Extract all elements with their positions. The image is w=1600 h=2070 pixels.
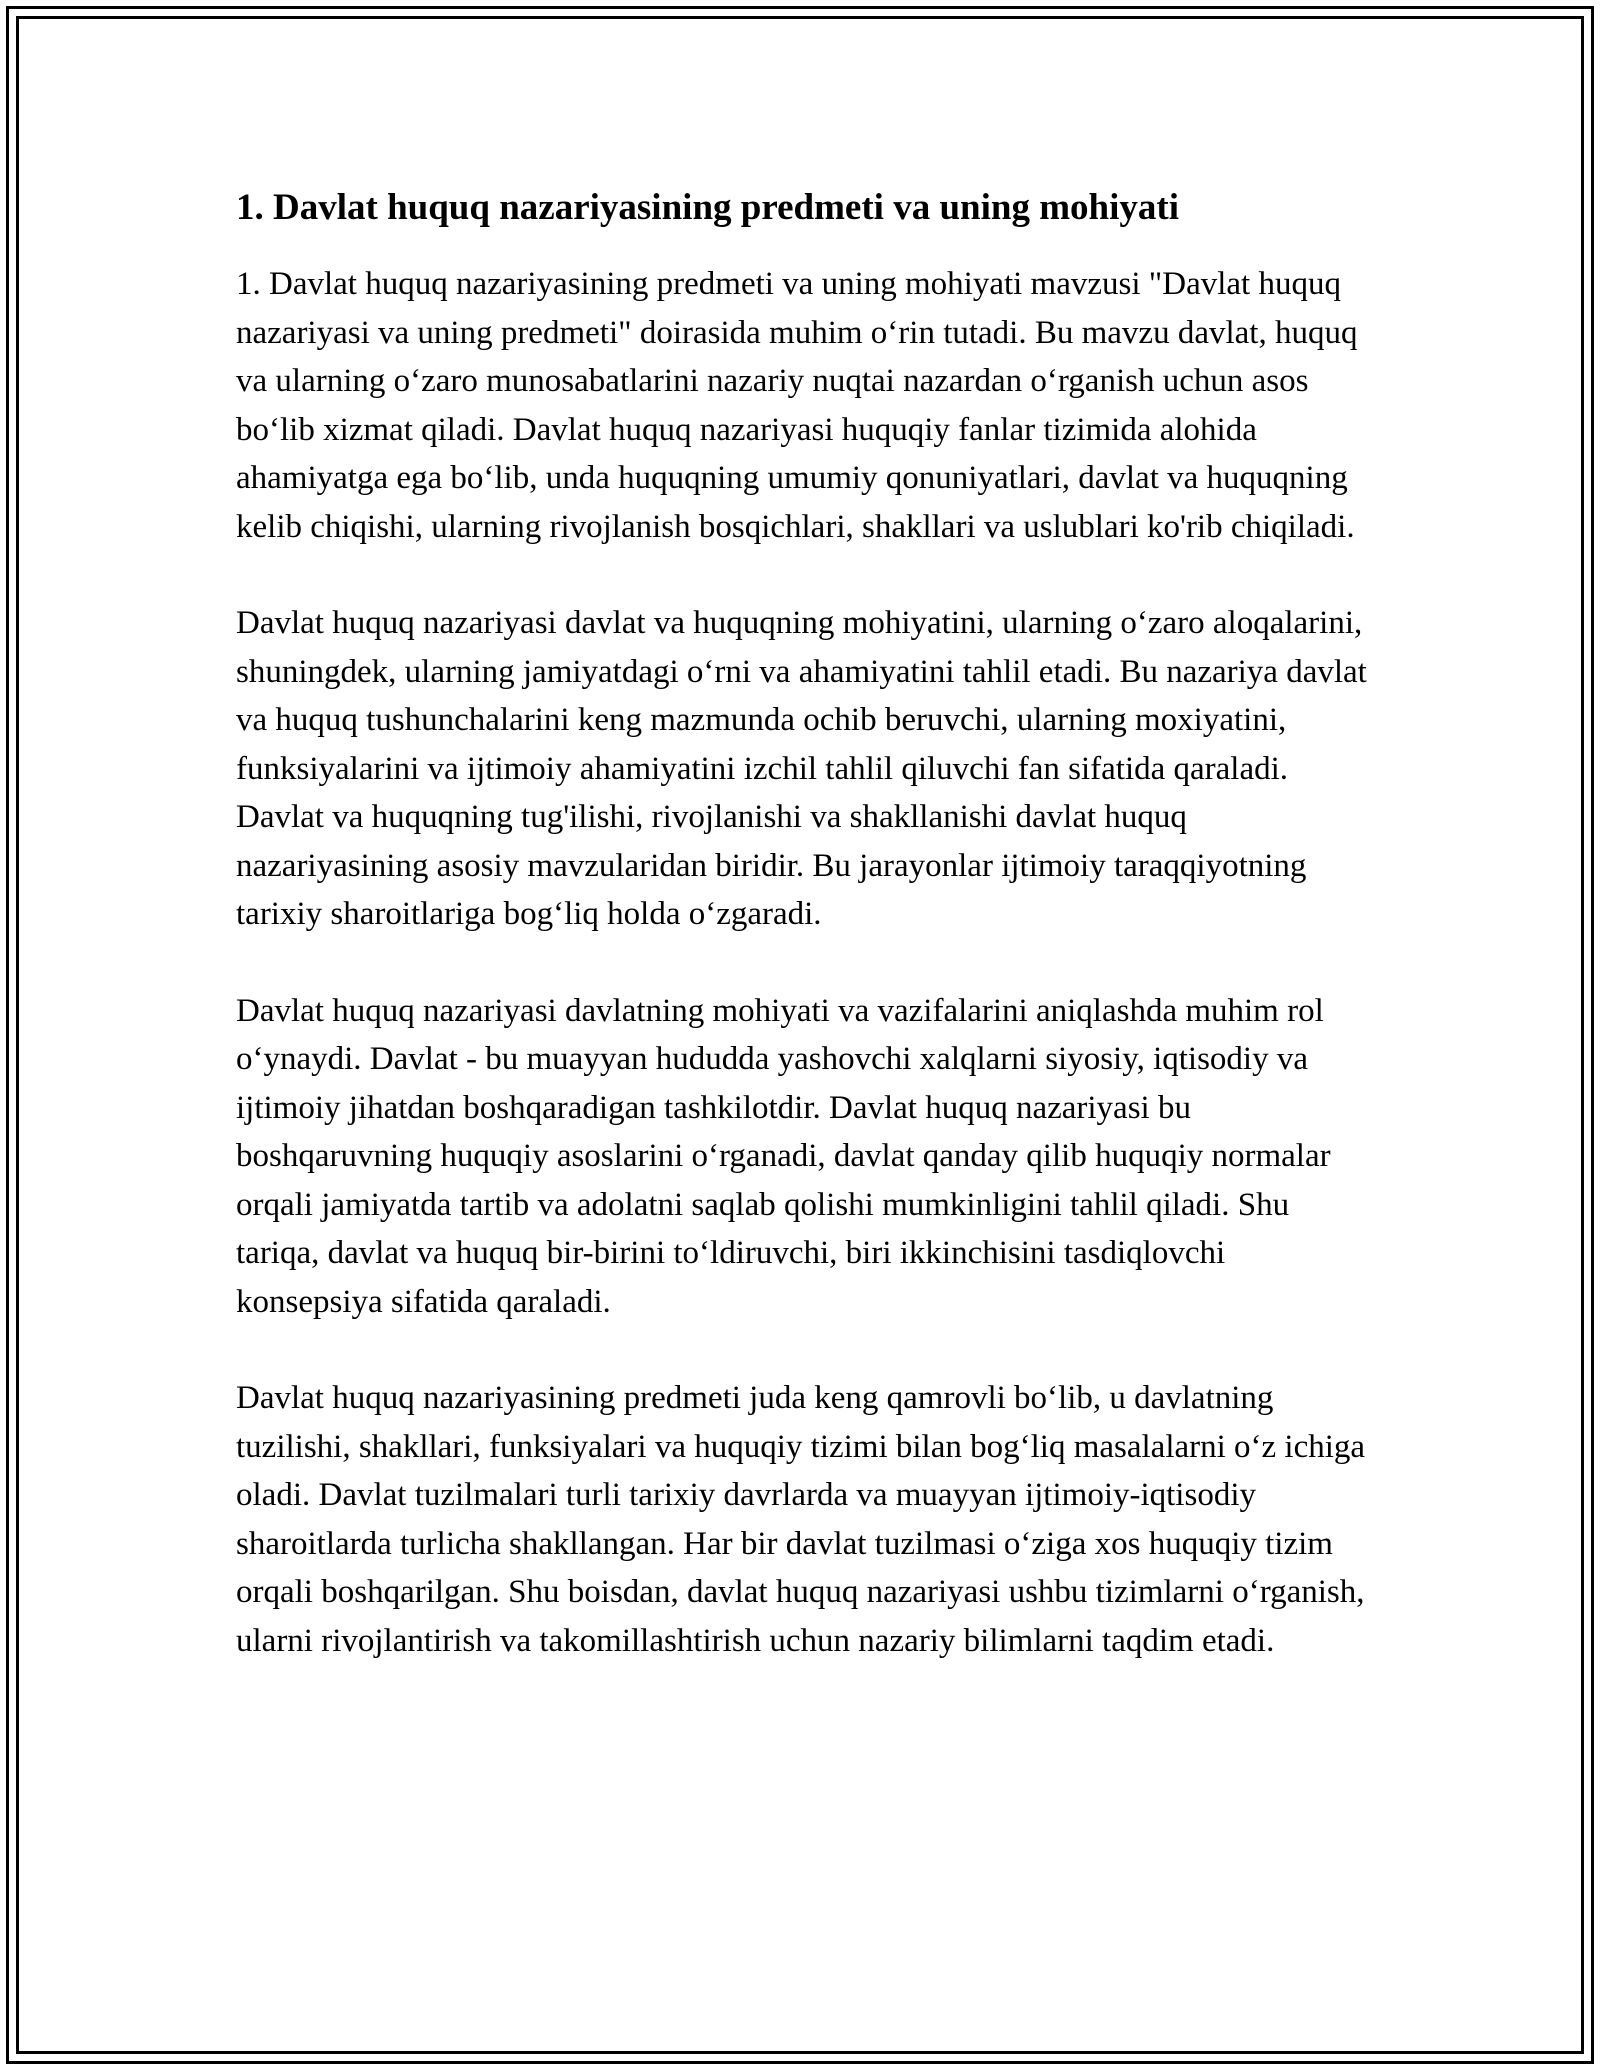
paragraph-1: 1. Davlat huquq nazariyasining predmeti va uning mohiyati mavzusi "Davlat huquq nazariyasi va uning predmeti" doirasida muhim o‘rin tutadi. Bu mavzu davlat, huquq va ularning o‘zaro munosabatlarini nazariy nuqtai nazardan o‘rganish uchun asos bo‘lib xizmat qiladi. Davlat huquq nazariyasi huquqiy fanlar tizimida alohida ahamiyatga ega bo‘lib, unda huquqning umumiy qonuniyatlari, davlat va huquqning kelib chiqishi, ularning rivojlanish bosqichlari, shakllari va uslublari ko'rib chiqiladi.: [236, 266, 1358, 545]
paragraph-2: Davlat huquq nazariyasi davlat va huquqning mohiyatini, ularning o‘zaro aloqalarini, shuningdek, ularning jamiyatdagi o‘rni va ahamiyatini tahlil etadi. Bu nazariya davlat va huquq tushunchalarini keng mazmunda ochib beruvchi, ularning moxiyatini, funksiyalarini va ijtimoiy ahamiyatini izchil tahlil qiluvchi fan sifatida qaraladi. Davlat va huquqning tug'ilishi, rivojlanishi va shakllanishi davlat huquq nazariyasining asosiy mavzularidan biridir. Bu jarayonlar ijtimoiy taraqqiyotning tarixiy sharoitlariga bog‘liq holda o‘zgaradi.: [236, 605, 1367, 933]
document-title: 1. Davlat huquq nazariyasining predmeti va uning mohiyati: [236, 187, 1179, 228]
paragraph-4: Davlat huquq nazariyasining predmeti juda keng qamrovli bo‘lib, u davlatning tuzilishi, shakllari, funksiyalari va huquqiy tizimi bilan bog‘liq masalalarni o‘z ichiga oladi. Davlat tuzilmalari turli tarixiy davrlarda va muayyan ijtimoiy-iqtisodiy sharoitlarda turlicha shakllangan. Har bir davlat tuzilmasi o‘ziga xos huquqiy tizim orqali boshqarilgan. Shu boisdan, davlat huquq nazariyasi ushbu tizimlarni o‘rganish, ularni rivojlantirish va takomillashtirish uchun nazariy bilimlarni taqdim etadi.: [236, 1380, 1366, 1659]
document-body: [236, 184, 1376, 1713]
paragraph-3: Davlat huquq nazariyasi davlatning mohiyati va vazifalarini aniqlashda muhim rol o‘ynaydi. Davlat - bu muayyan hududda yashovchi xalqlarni siyosiy, iqtisodiy va ijtimoiy jihatdan boshqaradigan tashkilotdir. Davlat huquq nazariyasi bu boshqaruvning huquqiy asoslarini o‘rganadi, davlat qanday qilib huquqiy normalar orqali jamiyatda tartib va adolatni saqlab qolishi mumkinligini tahlil qiladi. Shu tariqa, davlat va huquq bir-birini to‘ldiruvchi, biri ikkinchisini tasdiqlovchi konsepsiya sifatida qaraladi.: [236, 992, 1331, 1320]
